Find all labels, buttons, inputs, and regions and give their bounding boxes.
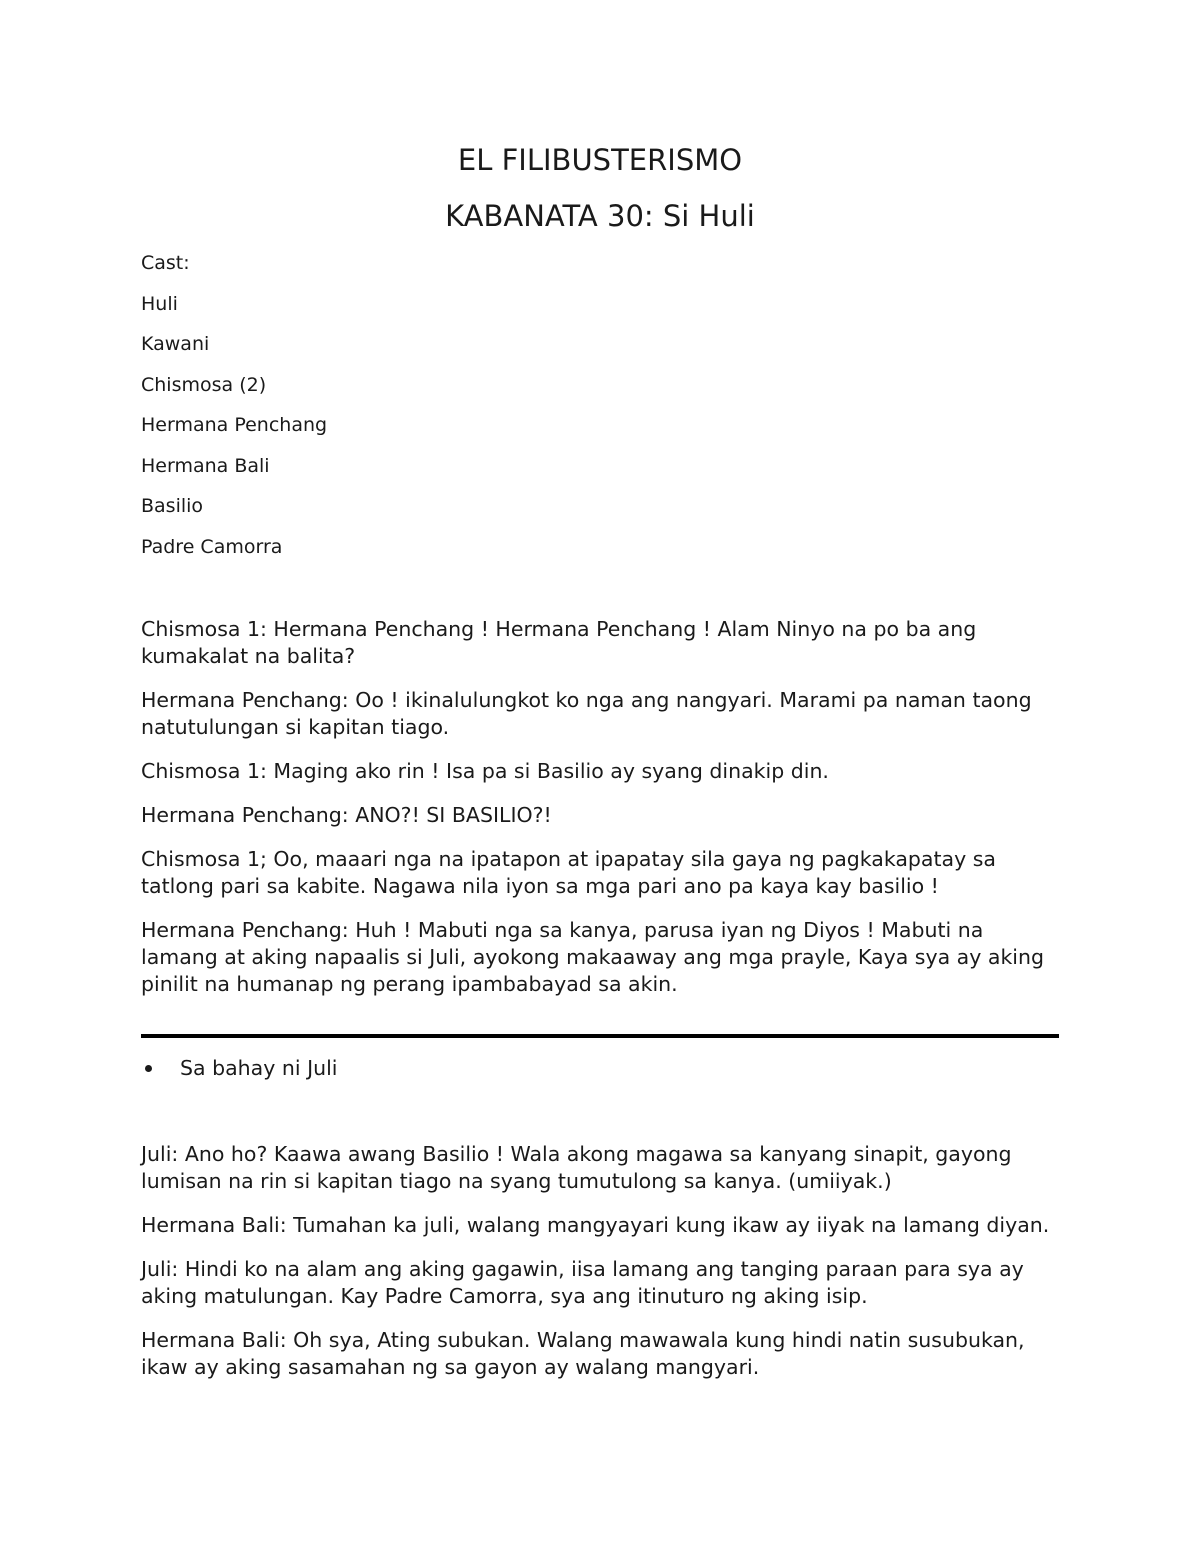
cast-item: Hermana Penchang xyxy=(141,414,328,436)
dialogue-line: Hermana Penchang: Oo ! ikinalulungkot ko nga ang nangyari. Marami pa naman taong natutulungan si kapitan tiago. xyxy=(141,688,1032,739)
dialogue-line: Juli: Hindi ko na alam ang aking gagawin, iisa lamang ang tanging paraan para sya ay aking matulungan. Kay Padre Camorra, sya ang itinuturo ng aking isip. xyxy=(141,1257,1024,1308)
dialogue-line: Hermana Penchang: Huh ! Mabuti nga sa kanya, parusa iyan ng Diyos ! Mabuti na lamang at aking napaalis si Juli, ayokong makaaway ang mga prayle, Kaya sya ay aking pinilit na humanap ng perang ipambabayad sa akin. xyxy=(141,918,1045,996)
dialogue-line: Hermana Bali: Tumahan ka juli, walang mangyayari kung ikaw ay iiyak na lamang diyan. xyxy=(141,1213,1050,1237)
bullet-icon xyxy=(145,1065,152,1072)
dialogue-line: Chismosa 1: Maging ako rin ! Isa pa si Basilio ay syang dinakip din. xyxy=(141,759,829,783)
scene-heading-text: Sa bahay ni Juli xyxy=(180,1056,338,1080)
cast-item: Kawani xyxy=(141,333,210,355)
dialogue-line: Hermana Penchang: ANO?! SI BASILIO?! xyxy=(141,803,552,827)
dialogue-line: Chismosa 1; Oo, maaari nga na ipatapon at ipapatay sila gaya ng pagkakapatay sa tatlong pari sa kabite. Nagawa nila iyon sa mga pari ano pa kaya kay basilio ! xyxy=(141,847,996,898)
cast-item: Huli xyxy=(141,292,178,315)
scene-2-dialogue xyxy=(141,1141,1059,1398)
scene-1-dialogue xyxy=(141,616,1059,1015)
dialogue-line: Hermana Bali: Oh sya, Ating subukan. Walang mawawala kung hindi natin susubukan, ikaw ay aking sasamahan ng sa gayon ay walang mangyari. xyxy=(141,1328,1025,1379)
cast-item: Hermana Bali xyxy=(141,454,270,477)
dialogue-line: Juli: Ano ho? Kaawa awang Basilio ! Wala akong magawa sa kanyang sinapit, gayong lumisan na rin si kapitan tiago na syang tumutulong sa kanya. (umiiyak.) xyxy=(141,1142,1012,1193)
horizontal-divider xyxy=(141,1034,1059,1038)
cast-list xyxy=(141,250,327,574)
cast-label: Cast: xyxy=(141,252,190,274)
document-title: EL FILIBUSTERISMO xyxy=(457,143,743,177)
dialogue-line: Chismosa 1: Hermana Penchang ! Hermana Penchang ! Alam Ninyo na po ba ang kumakalat na balita? xyxy=(141,617,977,668)
chapter-title: KABANATA 30: Si Huli xyxy=(445,199,755,233)
cast-item: Padre Camorra xyxy=(141,535,283,558)
cast-item: Basilio xyxy=(141,495,204,517)
cast-item: Chismosa (2) xyxy=(141,373,267,396)
